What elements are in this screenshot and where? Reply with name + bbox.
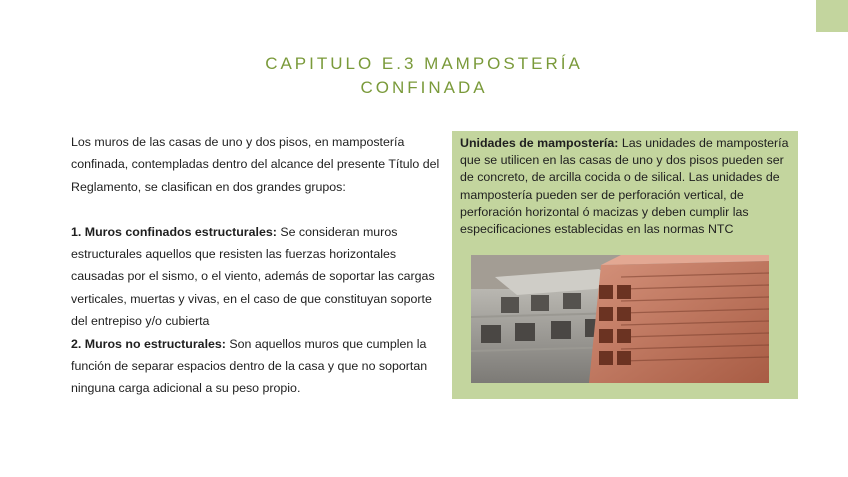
slide-title xyxy=(0,52,848,100)
non-structural-walls-paragraph xyxy=(71,333,441,400)
intro-paragraph: Los muros de las casas de uno y dos pisos, en mampostería confinada, contempladas dentro del alcance del presente Título del Reglamento, se clasifican en dos grandes grupos: xyxy=(71,135,440,194)
slide-title-line-1: CAPITULO E.3 MAMPOSTERÍA xyxy=(265,54,583,73)
non-structural-walls-heading: 2. Muros no estructurales: xyxy=(71,336,226,351)
masonry-blocks-photo xyxy=(471,255,769,383)
non-structural-walls-text: Son aquellos muros que cumplen la función de separar espacios dentro de la casa y que no soportan ninguna carga adicional a su peso propio. xyxy=(71,336,428,396)
structural-walls-text: Se consideran muros estructurales aquellos que resisten las fuerzas horizontales causadas por el sismo, o el viento, además de soportar las cargas verticales, muertas y vivas, en el caso de que constituyan soporte del entrepiso y/o cubierta xyxy=(71,224,435,329)
corner-accent xyxy=(816,0,848,32)
left-text-block xyxy=(71,131,441,400)
clay-blocks xyxy=(589,255,769,383)
paragraph-gap xyxy=(71,198,441,220)
masonry-units-text xyxy=(460,135,794,238)
masonry-units-heading: Unidades de mampostería: xyxy=(460,136,619,150)
slide-title-line-2: CONFINADA xyxy=(360,78,488,97)
masonry-units-body: Las unidades de mampostería que se utilicen en las casas de uno y dos pisos pueden ser de concreto, de arcilla cocida o de silical. Las unidades de mampostería pueden ser de perforación vertical, de perforación horizontal ó macizas y deben cumplir las especificaciones establecidas en las normas NTC xyxy=(460,136,789,237)
structural-walls-paragraph xyxy=(71,221,441,333)
structural-walls-heading: 1. Muros confinados estructurales: xyxy=(71,224,277,239)
